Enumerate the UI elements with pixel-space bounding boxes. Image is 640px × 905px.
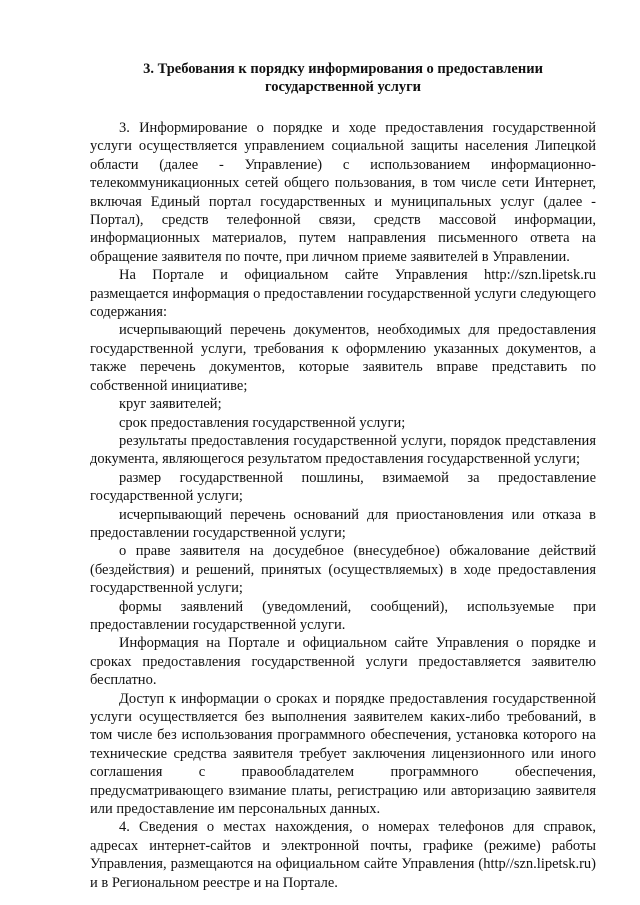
- paragraph-forms: формы заявлений (уведомлений, сообщений), используемые при предоставлении государственной услуги.: [90, 598, 596, 633]
- paragraph-access: Доступ к информации о сроках и порядке предоставления государственной услуги осуществляется без выполнения заявителем каких-либо требований, в том числе без использования программного обеспечения, установка которого на технические средства заявителя требует заключения лицензионного или иного соглашения с правообладателем программного обеспечения, предусматривающего взимание платы, регистрацию или авторизацию заявителя или предоставление им персональных данных.: [90, 690, 596, 818]
- paragraph-free-info: Информация на Портале и официальном сайте Управления о порядке и сроках предоставления государственной услуги предоставляется заявителю бесплатно.: [90, 635, 596, 689]
- paragraph-item-3-informing: 3. Информирование о порядке и ходе предоставления государственной услуги осуществляется управлением социальной защиты населения Липецкой области (далее - Управление) с использованием информационно-телекоммуникационных сетей общего пользования, в том числе сети Интернет, включая Единый портал государственных и муниципальных услуг (далее - Портал), средств телефонной связи, средств массовой информации, информационных материалов, путем направления письменного ответа на обращение заявителя по почте, при личном приеме заявителей в Управлении.: [90, 120, 596, 265]
- document-body: [90, 119, 596, 892]
- paragraph-appeal-right: о праве заявителя на досудебное (внесудебное) обжалование действий (бездействия) и решений, принятых (осуществляемых) в ходе предоставления государственной услуги;: [90, 543, 596, 597]
- paragraph-documents-list: исчерпывающий перечень документов, необходимых для предоставления государственной услуги, требования к оформлению указанных документов, а также перечень документов, которые заявитель вправе представить по собственной инициативе;: [90, 322, 596, 394]
- paragraph-state-fee: размер государственной пошлины, взимаемой за предоставление государственной услуги;: [90, 469, 596, 505]
- paragraph-applicants: круг заявителей;: [119, 396, 222, 413]
- section-title-line-1: 3. Требования к порядку информирования о предоставлении: [143, 61, 543, 77]
- section-title-line-2: государственной услуги: [264, 79, 422, 95]
- paragraph-service-term: срок предоставления государственной услуги;: [119, 414, 406, 431]
- paragraph-portal-info: На Портале и официальном сайте Управления http://szn.lipetsk.ru размещается информация о предоставлении государственной услуги следующего содержания:: [90, 267, 596, 321]
- document-page: [90, 60, 596, 892]
- section-title: [90, 60, 596, 96]
- paragraph-service-results: результаты предоставления государственной услуги, порядок представления документа, являющегося результатом предоставления государственной услуги;: [90, 432, 596, 468]
- paragraph-refusal-grounds: исчерпывающий перечень оснований для приостановления или отказа в предоставлении государственной услуги;: [90, 506, 596, 541]
- paragraph-item-4-locations: 4. Сведения о местах нахождения, о номерах телефонов для справок, адресах интернет-сайтов и электронной почты, графике (режиме) работы Управления, размещаются на официальном сайте Управления (http//szn.lipetsk.ru) и в Региональном реестре и на Портале.: [90, 819, 596, 891]
